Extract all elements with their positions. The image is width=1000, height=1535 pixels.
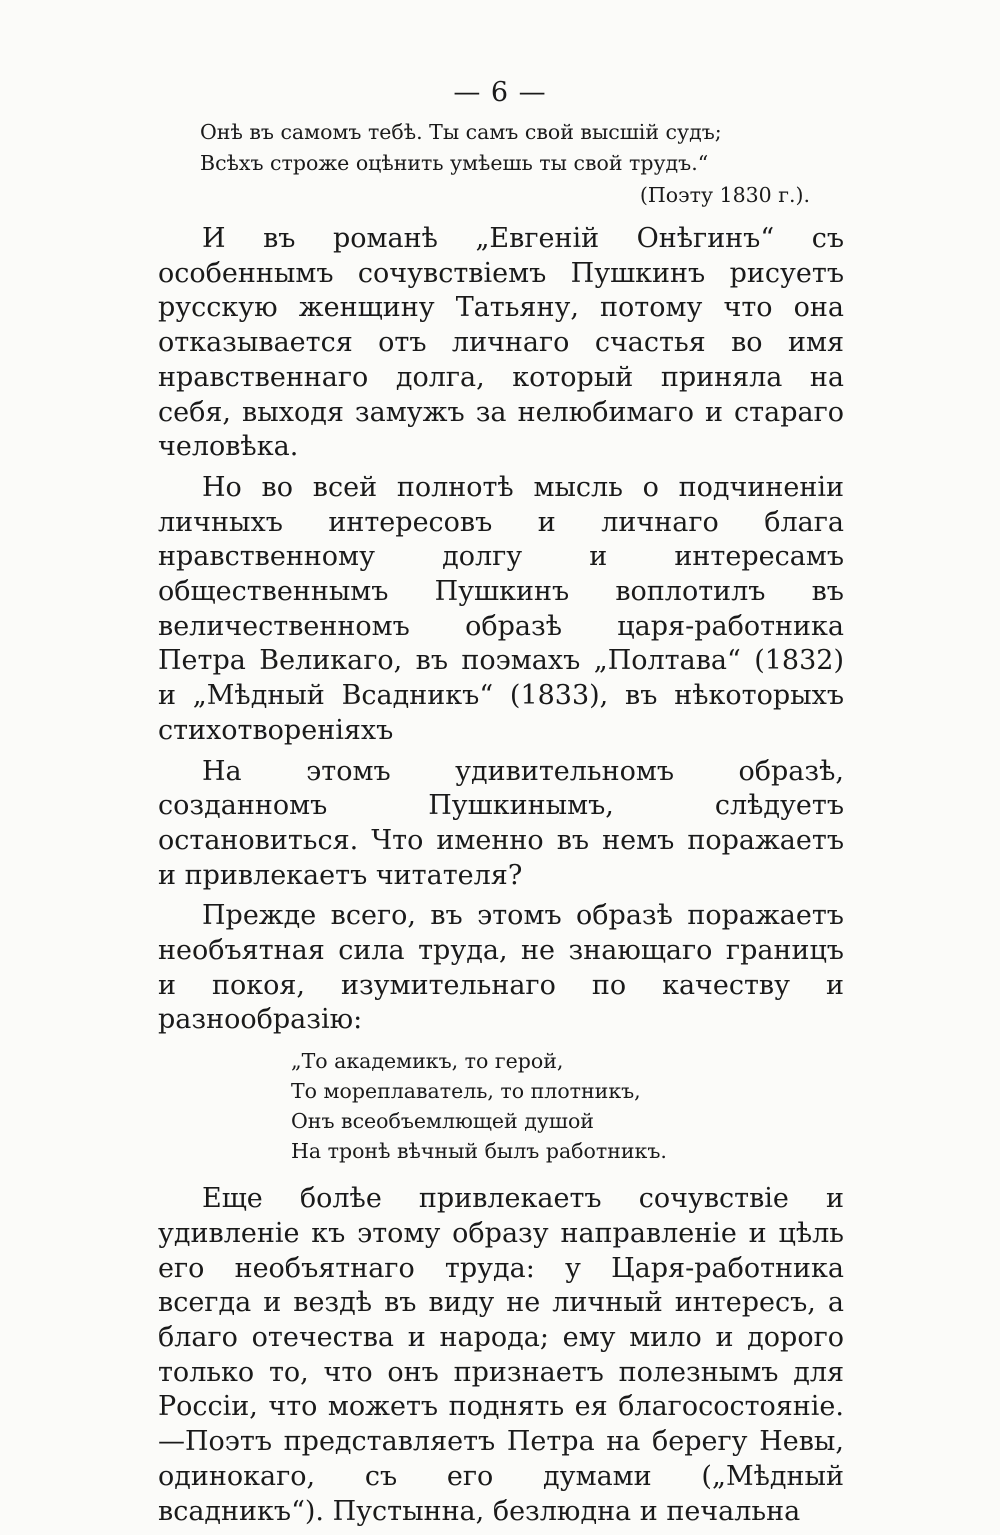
body-text <box>158 222 844 1535</box>
poem-line: Онъ всеобъемлющей душой <box>291 1109 594 1134</box>
paragraph: И въ романѣ „Евгеній Онѣгинъ“ съ особеннымъ сочувствіемъ Пушкинъ рисуетъ русскую женщину Татьяну, потому что она отказывается отъ личнаго счастья во имя нравственнаго долга, который приняла на себя, выходя замужъ за нелюбимаго и стараго человѣка. <box>158 223 844 463</box>
epigraph <box>200 117 810 211</box>
paragraph: Но во всей полнотѣ мысль о подчиненіи личныхъ интересовъ и личнаго блага нравственному долгу и интересамъ общественнымъ Пушкинъ воплотилъ въ величественномъ образѣ царя-работника Петра Великаго, въ поэмахъ „Полтава“ (1832) и „Мѣдный Всадникъ“ (1833), въ нѣкоторыхъ стихотвореніяхъ <box>158 471 844 746</box>
poem-line: То мореплаватель, то плотникъ, <box>291 1079 641 1104</box>
paragraph: Еще болѣе привлекаетъ сочувствіе и удивленіе къ этому образу направленіе и цѣль его необъятнаго труда: у Царя-работника всегда и вездѣ въ виду не личный интересъ, а благо отечества и народа; ему мило и дорого только то, что онъ признаетъ полезнымъ для Россіи, что можетъ поднять ея благосостояніе.—Поэтъ представляетъ Петра на берегу Невы, одинокаго, съ его думами („Мѣдный всадникъ“). Пустынна, безлюдна и печальна <box>158 1183 844 1527</box>
poem-quote <box>291 1046 844 1166</box>
epigraph-line: Онѣ въ самомъ тебѣ. Ты самъ свой высшій судъ; <box>200 120 722 144</box>
epigraph-line: Всѣхъ строже оцѣнить умѣешь ты свой трудъ.“ <box>200 151 709 175</box>
paragraph: Прежде всего, въ этомъ образѣ поражаетъ необъятная сила труда, не знающаго границъ и покоя, изумительнаго по качеству и разнообразію: <box>158 900 844 1036</box>
poem-line: „То академикъ, то герой, <box>291 1049 564 1074</box>
paragraph: На этомъ удивительномъ образѣ, созданномъ Пушкинымъ, слѣдуетъ остановиться. Что именно въ немъ поражаетъ и привлекаетъ читателя? <box>158 755 844 891</box>
epigraph-attribution: (Поэту 1830 г.). <box>639 183 810 207</box>
page-number: — 6 — <box>453 77 547 108</box>
poem-line: На тронѣ вѣчный былъ работникъ. <box>291 1139 667 1164</box>
